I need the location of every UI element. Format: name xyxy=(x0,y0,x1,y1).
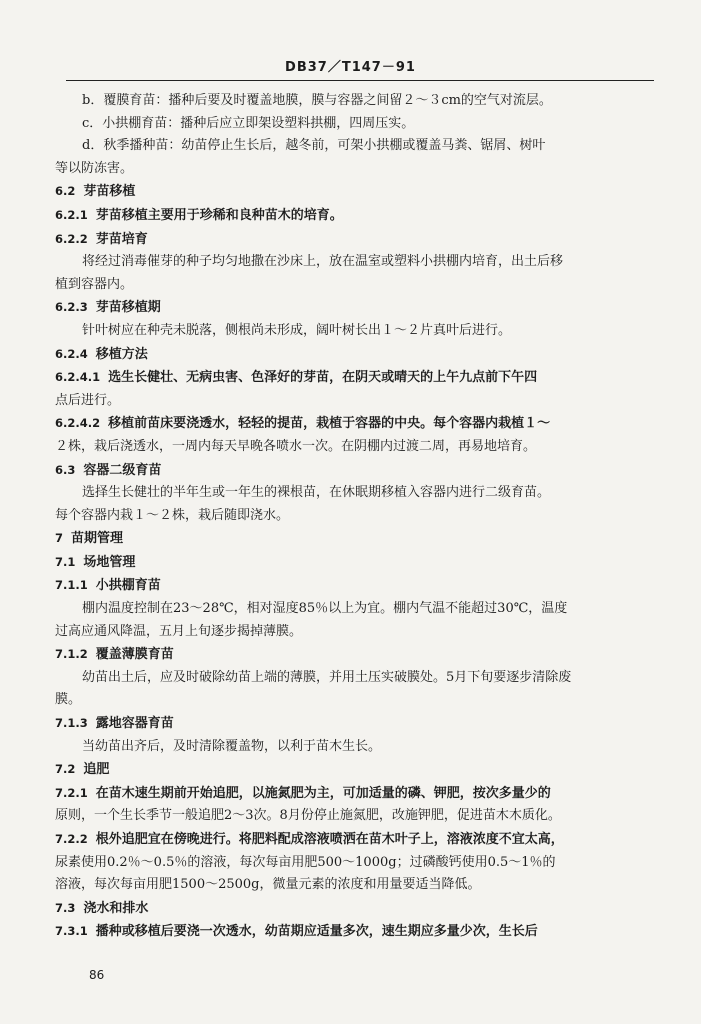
section-text: 播种或移植后要浇一次透水，幼苗期应适量多次，速生期应多量少次，生长后 xyxy=(95,924,538,940)
section-text: 根外追肥宜在傍晚进行。将肥料配成溶液喷洒在苗木叶子上，溶液浓度不宜太高， xyxy=(95,832,564,847)
paragraph-line: 原则，一个生长季节一般追肥2～3次。8月份停止施氮肥，改施钾肥，促进苗木木质化。 xyxy=(55,808,561,824)
section-number: 6.2.2 xyxy=(55,231,88,246)
paragraph-line: 膜。 xyxy=(55,692,82,708)
section-number: 7.1.2 xyxy=(55,647,88,662)
section-text: 在苗木速生期前开始追肥，以施氮肥为主，可加适量的磷、钾肥，按次多量少的 xyxy=(95,785,551,801)
section-heading xyxy=(55,296,655,320)
section-text: 芽苗移植 xyxy=(83,184,136,200)
section-text: 容器二级育苗 xyxy=(83,462,162,478)
paragraph-line: ２株，栽后浇透水，一周内每天早晚各喷水一次。在阴棚内过渡二周，再易地培育。 xyxy=(55,438,537,454)
section-heading xyxy=(55,782,655,806)
section-heading xyxy=(55,412,655,436)
section-heading xyxy=(55,366,655,390)
section-heading xyxy=(55,897,655,921)
body-text xyxy=(55,90,655,944)
section-number: 7 xyxy=(55,531,64,546)
paragraph-line: 针叶树应在种壳未脱落，侧根尚未形成，阔叶树长出１～２片真叶后进行。 xyxy=(82,322,512,338)
section-text: 芽苗移植主要用于珍稀和良种苗木的培育。 xyxy=(95,207,343,223)
section-number: 6.2.4.1 xyxy=(55,370,101,385)
section-heading xyxy=(55,180,655,204)
paragraph-line: 点后进行。 xyxy=(55,392,121,408)
section-text: 小拱棚育苗 xyxy=(95,578,161,594)
section-text: 芽苗培育 xyxy=(95,231,148,247)
section-heading xyxy=(55,574,655,598)
section-text: 场地管理 xyxy=(83,554,136,570)
header-divider xyxy=(66,80,654,81)
section-text: 移植方法 xyxy=(95,346,148,362)
section-heading xyxy=(55,920,655,944)
section-heading xyxy=(55,712,655,736)
section-text: 选生长健壮、无病虫害、色泽好的芽苗，在阴天或晴天的上午九点前下午四 xyxy=(108,370,538,386)
section-number: 6.2.3 xyxy=(55,300,88,315)
paragraph-line: 幼苗出土后，应及时破除幼苗上端的薄膜，并用土压实破膜处。5月下旬要逐步清除废 xyxy=(82,669,572,685)
paragraph-line: 每个容器内栽１～２株，栽后随即浇水。 xyxy=(55,507,290,523)
section-heading xyxy=(55,527,655,551)
section-number: 7.2 xyxy=(55,762,76,777)
section-number: 7.2.1 xyxy=(55,785,88,800)
paragraph-line: c．小拱棚育苗：播种后应立即架设塑料拱棚，四周压实。 xyxy=(82,115,415,131)
page-number: 86 xyxy=(89,968,105,982)
section-text: 移植前苗床要浇透水，轻轻的提苗，栽植于容器的中央。每个容器内栽植１～ xyxy=(108,416,551,432)
section-number: 7.1.1 xyxy=(55,578,88,593)
paragraph-line: 过高应通风降温，五月上旬逐步揭掉薄膜。 xyxy=(55,623,303,639)
paragraph-line: 溶液，每次每亩用肥1500～2500g，微量元素的浓度和用量要适当降低。 xyxy=(55,877,481,893)
paragraph-line: 等以防冻害。 xyxy=(55,160,134,176)
section-number: 7.2.2 xyxy=(55,832,88,846)
section-heading xyxy=(55,459,655,483)
section-number: 6.2.4 xyxy=(55,346,88,361)
section-number: 6.2.1 xyxy=(55,207,88,222)
section-text: 芽苗移植期 xyxy=(95,300,161,316)
section-number: 7.3 xyxy=(55,900,76,915)
paragraph-line: 将经过消毒催芽的种子均匀地撒在沙床上，放在温室或塑料小拱棚内培育，出土后移 xyxy=(82,254,564,270)
paragraph-line: b．覆膜育苗：播种后要及时覆盖地膜，膜与容器之间留２～３cm的空气对流层。 xyxy=(82,93,552,108)
section-text: 追肥 xyxy=(83,762,110,778)
paragraph-line: d．秋季播种苗：幼苗停止生长后，越冬前，可架小拱棚或覆盖马粪、锯屑、树叶 xyxy=(82,138,546,154)
section-number: 6.3 xyxy=(55,462,76,477)
paragraph-line: 植到容器内。 xyxy=(55,276,134,292)
section-number: 6.2.4.2 xyxy=(55,416,101,431)
section-heading xyxy=(55,643,655,667)
section-text: 浇水和排水 xyxy=(83,900,149,916)
section-heading xyxy=(55,343,655,367)
section-text: 覆盖薄膜育苗 xyxy=(95,647,174,663)
section-heading xyxy=(55,204,655,228)
section-number: 6.2 xyxy=(55,184,76,199)
section-heading xyxy=(55,828,655,852)
section-text: 露地容器育苗 xyxy=(95,716,174,732)
section-heading xyxy=(55,551,655,575)
paragraph-line: 选择生长健壮的半年生或一年生的裸根苗，在休眠期移植入容器内进行二级育苗。 xyxy=(82,485,551,501)
section-heading xyxy=(55,228,655,252)
section-number: 7.1.3 xyxy=(55,716,88,731)
section-heading xyxy=(55,758,655,782)
paragraph-line: 棚内温度控制在23～28℃，相对湿度85％以上为宜。棚内气温不能超过30℃，温度 xyxy=(82,601,568,617)
paragraph-line: 当幼苗出齐后，及时清除覆盖物，以利于苗木生长。 xyxy=(82,738,382,754)
standard-code-header: DB37／T147－91 xyxy=(285,60,416,75)
section-number: 7.3.1 xyxy=(55,924,88,939)
paragraph-line: 尿素使用0.2％～0.5％的溶液，每次每亩用肥500～1000g；过磷酸钙使用0.5～1％的 xyxy=(55,854,556,870)
section-text: 苗期管理 xyxy=(71,531,124,547)
section-number: 7.1 xyxy=(55,554,76,569)
